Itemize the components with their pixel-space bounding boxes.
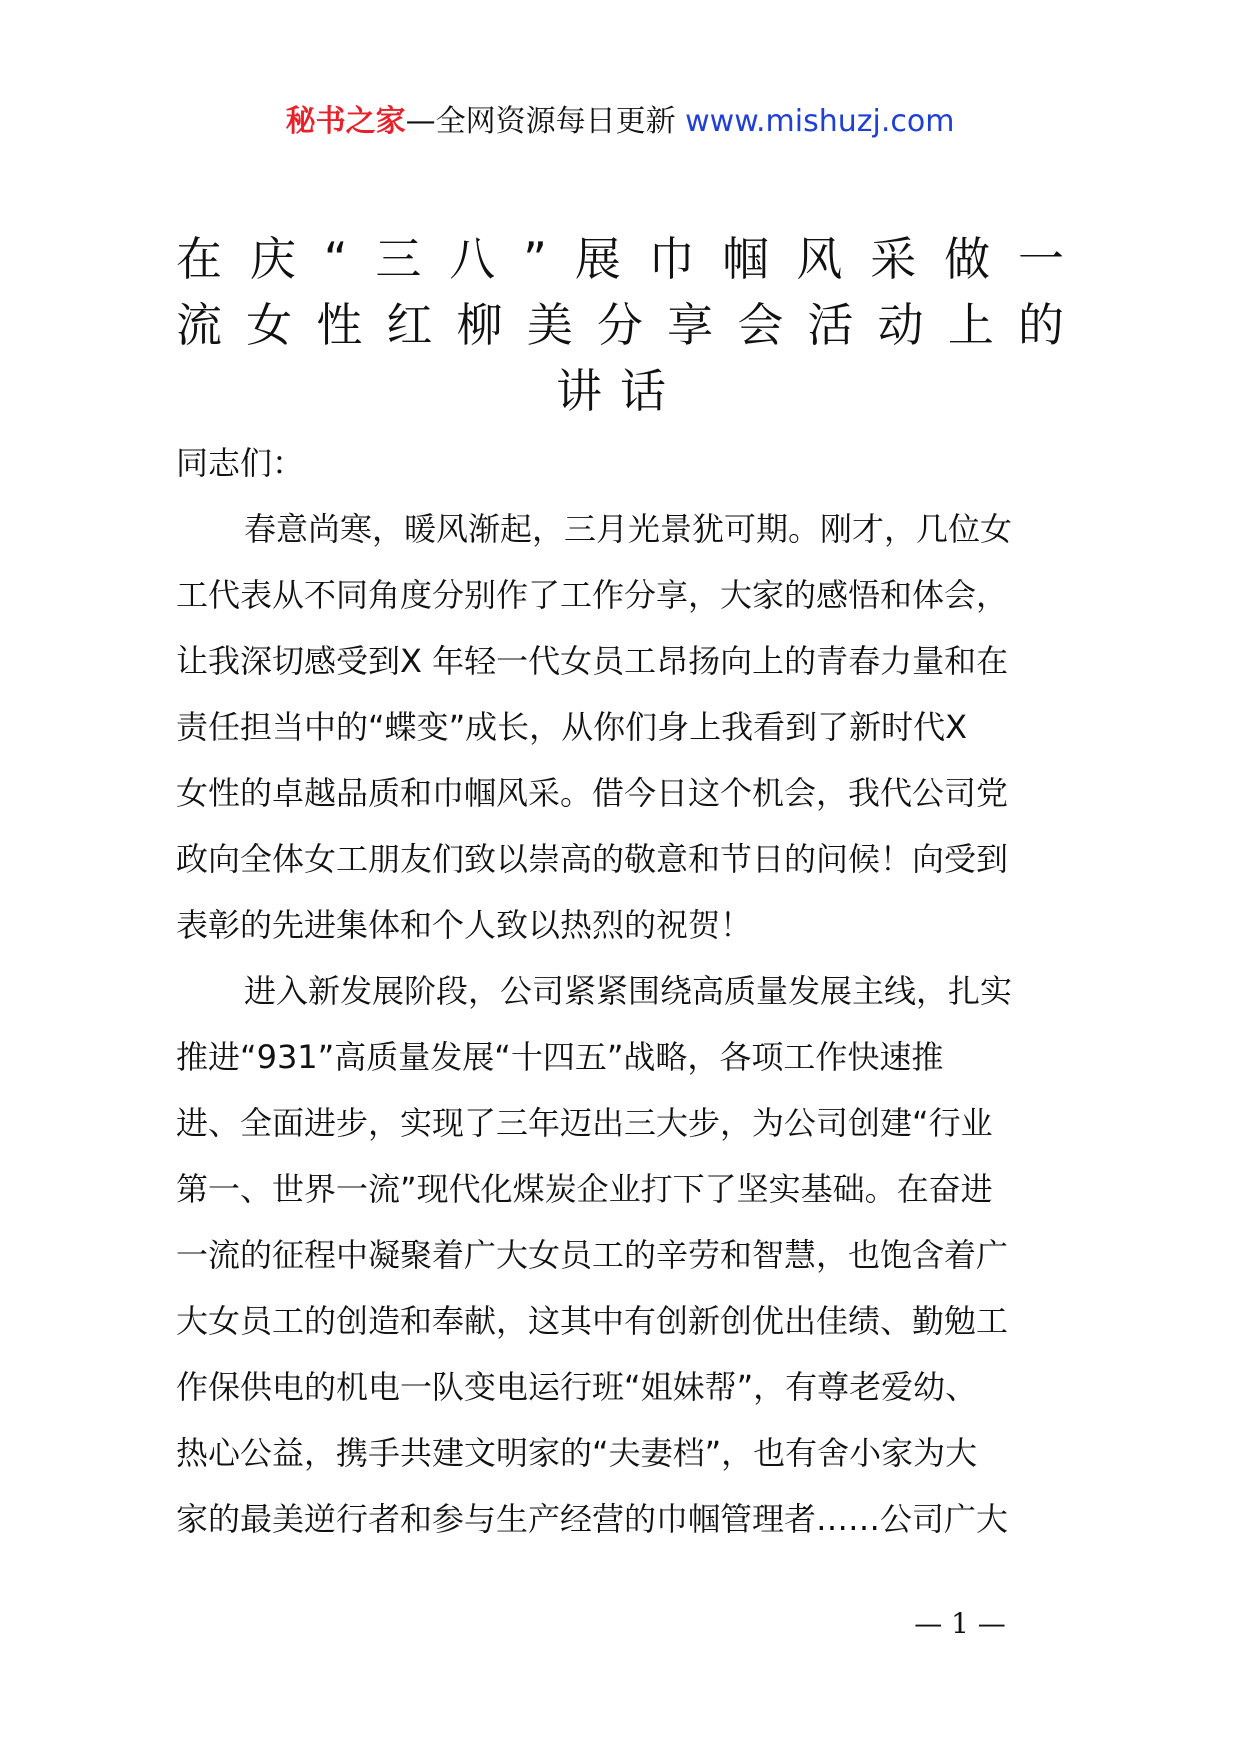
document-body bbox=[176, 430, 1076, 1552]
body-line: 春意尚寒，暖风渐起，三月光景犹可期。刚才，几位女 bbox=[244, 510, 1013, 548]
body-line: 让我深切感受到X 年轻一代女员工昂扬向上的青春力量和在 bbox=[176, 642, 1009, 680]
body-line: 责任担当中的“蝶变”成长，从你们身上我看到了新时代X bbox=[176, 708, 968, 746]
site-header bbox=[0, 98, 1240, 146]
body-line: 进、全面进步，实现了三年迈出三大步，为公司创建“行业 bbox=[176, 1104, 993, 1142]
site-tagline: —全网资源每日更新 bbox=[405, 104, 686, 139]
body-line: 大女员工的创造和奉献，这其中有创新创优出佳绩、勤勉工 bbox=[176, 1302, 1009, 1340]
body-line: 工代表从不同角度分别作了工作分享，大家的感悟和体会， bbox=[176, 576, 1009, 614]
body-line: 表彰的先进集体和个人致以热烈的祝贺！ bbox=[176, 906, 753, 944]
document-title bbox=[176, 226, 1064, 424]
body-line: 推进“931”高质量发展“十四五”战略，各项工作快速推 bbox=[176, 1038, 944, 1076]
salutation: 同志们： bbox=[176, 444, 305, 482]
body-line: 热心公益，携手共建文明家的“夫妻档”，也有舍小家为大 bbox=[176, 1434, 978, 1472]
body-line: 第一、世界一流”现代化煤炭企业打下了坚实基础。在奋进 bbox=[176, 1170, 993, 1208]
title-line: 讲话 bbox=[556, 364, 684, 418]
title-line: 流女性红柳美分享会活动上的 bbox=[176, 298, 1064, 352]
body-line: 政向全体女工朋友们致以崇高的敬意和节日的问候！向受到 bbox=[176, 840, 1009, 878]
site-url[interactable]: www.mishuzj.com bbox=[685, 104, 955, 139]
body-line: 女性的卓越品质和巾帼风采。借今日这个机会，我代公司党 bbox=[176, 774, 1009, 812]
page-number: — 1 — bbox=[914, 1607, 1006, 1640]
body-line: 家的最美逆行者和参与生产经营的巾帼管理者……公司广大 bbox=[176, 1500, 1009, 1538]
body-line: 作保供电的机电一队变电运行班“姐妹帮”，有尊老爱幼、 bbox=[176, 1368, 978, 1406]
site-brand: 秘书之家 bbox=[285, 104, 406, 139]
title-line: 在庆“三八”展巾帼风采做一 bbox=[176, 232, 1064, 286]
body-line: 进入新发展阶段，公司紧紧围绕高质量发展主线，扎实 bbox=[244, 972, 1013, 1010]
body-line: 一流的征程中凝聚着广大女员工的辛劳和智慧，也饱含着广 bbox=[176, 1236, 1009, 1274]
